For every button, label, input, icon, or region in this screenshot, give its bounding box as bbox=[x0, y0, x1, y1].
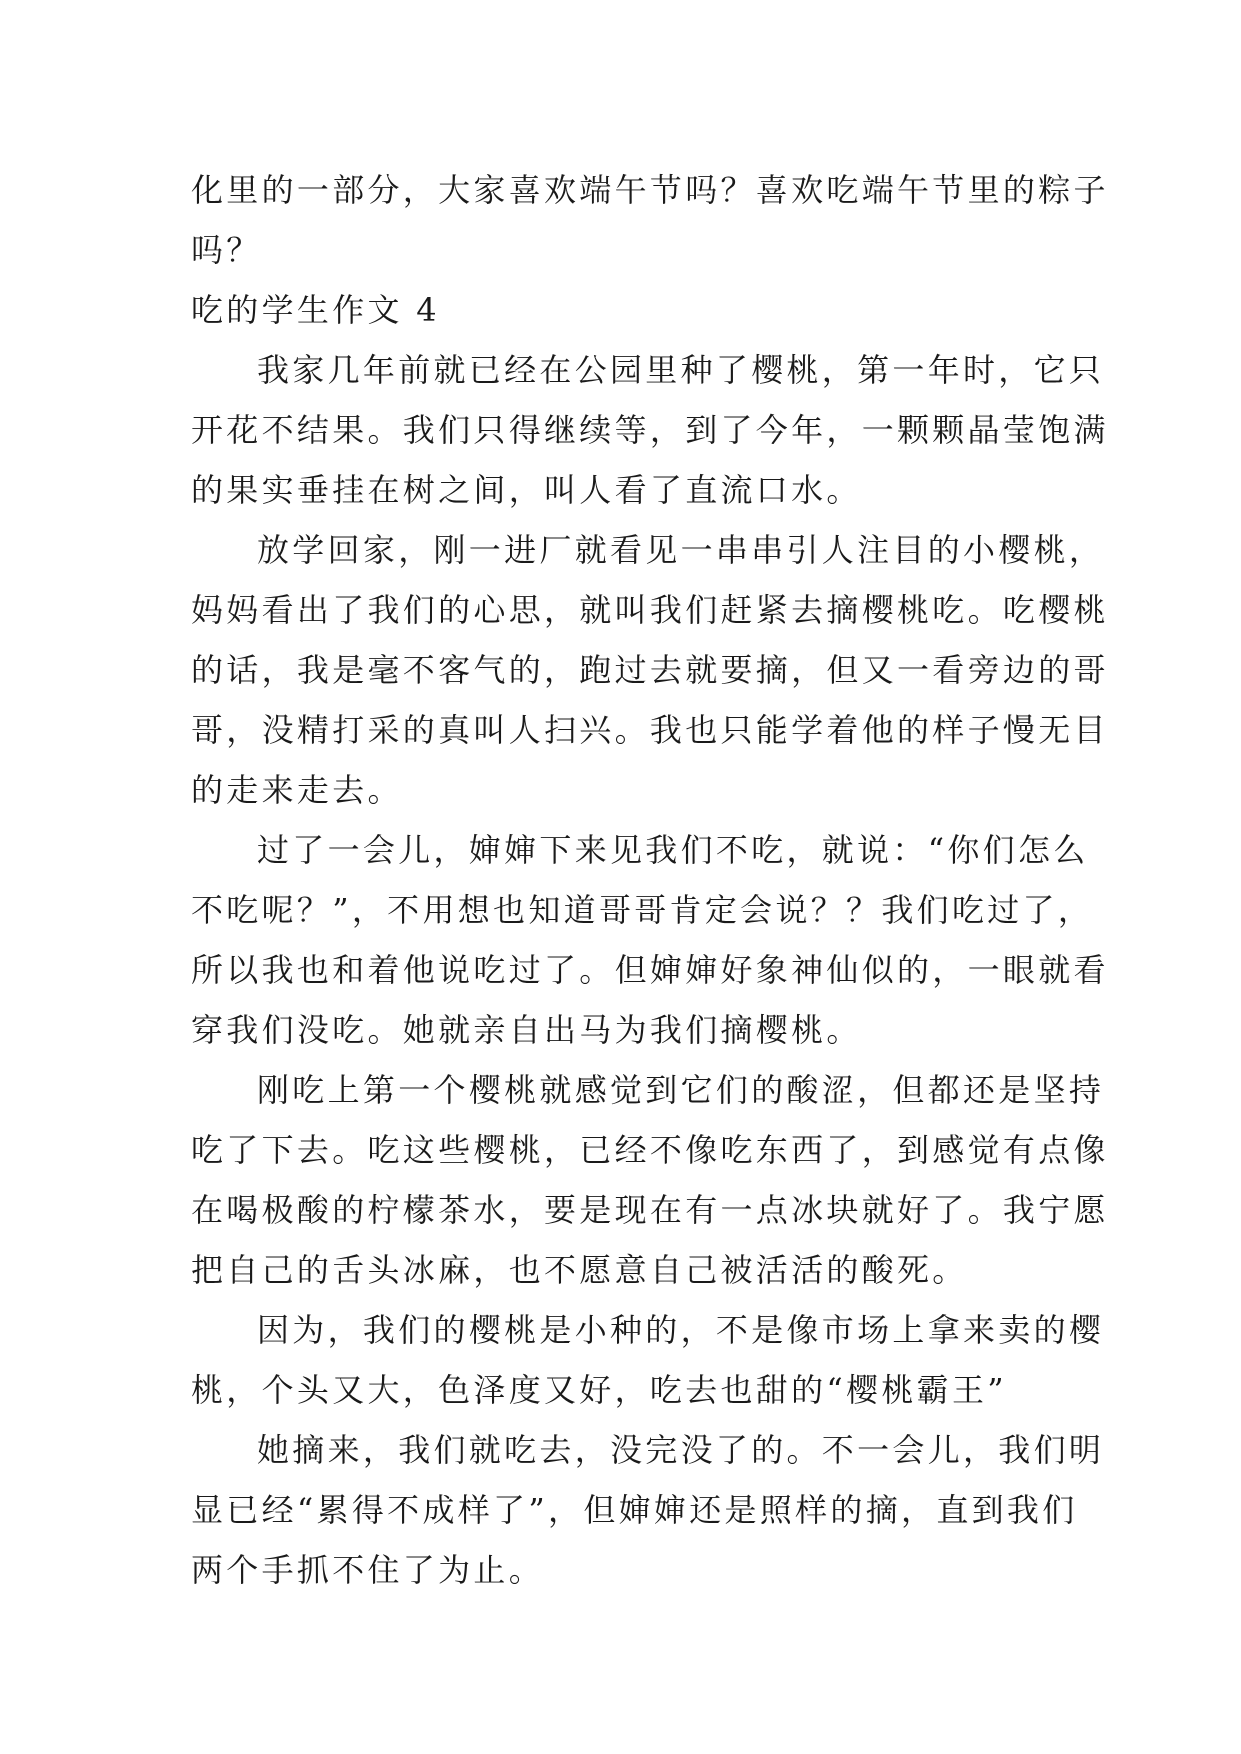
text-line: 不吃呢？”，不用想也知道哥哥肯定会说？？我们吃过了， bbox=[191, 891, 1094, 929]
text-line: 在喝极酸的柠檬茶水，要是现在有一点冰块就好了。我宁愿 bbox=[191, 1191, 1109, 1229]
text-line: 显已经“累得不成样了”，但婶婶还是照样的摘，直到我们 bbox=[191, 1491, 1078, 1529]
paragraph-start-line: 过了一会儿，婶婶下来见我们不吃，就说：“你们怎么 bbox=[257, 831, 1089, 869]
text-line: 穿我们没吃。她就亲自出马为我们摘樱桃。 bbox=[191, 1011, 862, 1049]
text-line: 的走来走去。 bbox=[191, 771, 403, 809]
essay-title: 吃的学生作文 4 bbox=[191, 291, 440, 329]
paragraph-start-line: 她摘来，我们就吃去，没完没了的。不一会儿，我们明 bbox=[257, 1431, 1105, 1469]
text-line: 把自己的舌头冰麻，也不愿意自己被活活的酸死。 bbox=[191, 1251, 968, 1289]
paragraph-start-line: 因为，我们的樱桃是小种的，不是像市场上拿来卖的樱 bbox=[257, 1311, 1105, 1349]
text-line: 哥，没精打采的真叫人扫兴。我也只能学着他的样子慢无目 bbox=[191, 711, 1109, 749]
text-line: 开花不结果。我们只得继续等，到了今年，一颗颗晶莹饱满 bbox=[191, 411, 1109, 449]
paragraph-start-line: 我家几年前就已经在公园里种了樱桃，第一年时，它只 bbox=[257, 351, 1105, 389]
paragraph-start-line: 放学回家，刚一进厂就看见一串串引人注目的小樱桃， bbox=[257, 531, 1105, 569]
text-line: 吃了下去。吃这些樱桃，已经不像吃东西了，到感觉有点像 bbox=[191, 1131, 1109, 1169]
text-line: 桃，个头又大，色泽度又好，吃去也甜的“樱桃霸王” bbox=[191, 1371, 1007, 1409]
text-line: 吗？ bbox=[191, 231, 262, 269]
text-line: 妈妈看出了我们的心思，就叫我们赶紧去摘樱桃吃。吃樱桃 bbox=[191, 591, 1109, 629]
document-body bbox=[191, 160, 1109, 1600]
text-line: 的果实垂挂在树之间，叫人看了直流口水。 bbox=[191, 471, 862, 509]
text-line: 两个手抓不住了为止。 bbox=[191, 1551, 545, 1589]
paragraph-start-line: 刚吃上第一个樱桃就感觉到它们的酸涩，但都还是坚持 bbox=[257, 1071, 1105, 1109]
text-line: 化里的一部分，大家喜欢端午节吗？喜欢吃端午节里的粽子 bbox=[191, 171, 1109, 209]
text-line: 所以我也和着他说吃过了。但婶婶好象神仙似的，一眼就看 bbox=[191, 951, 1109, 989]
text-line: 的话，我是毫不客气的，跑过去就要摘，但又一看旁边的哥 bbox=[191, 651, 1109, 689]
